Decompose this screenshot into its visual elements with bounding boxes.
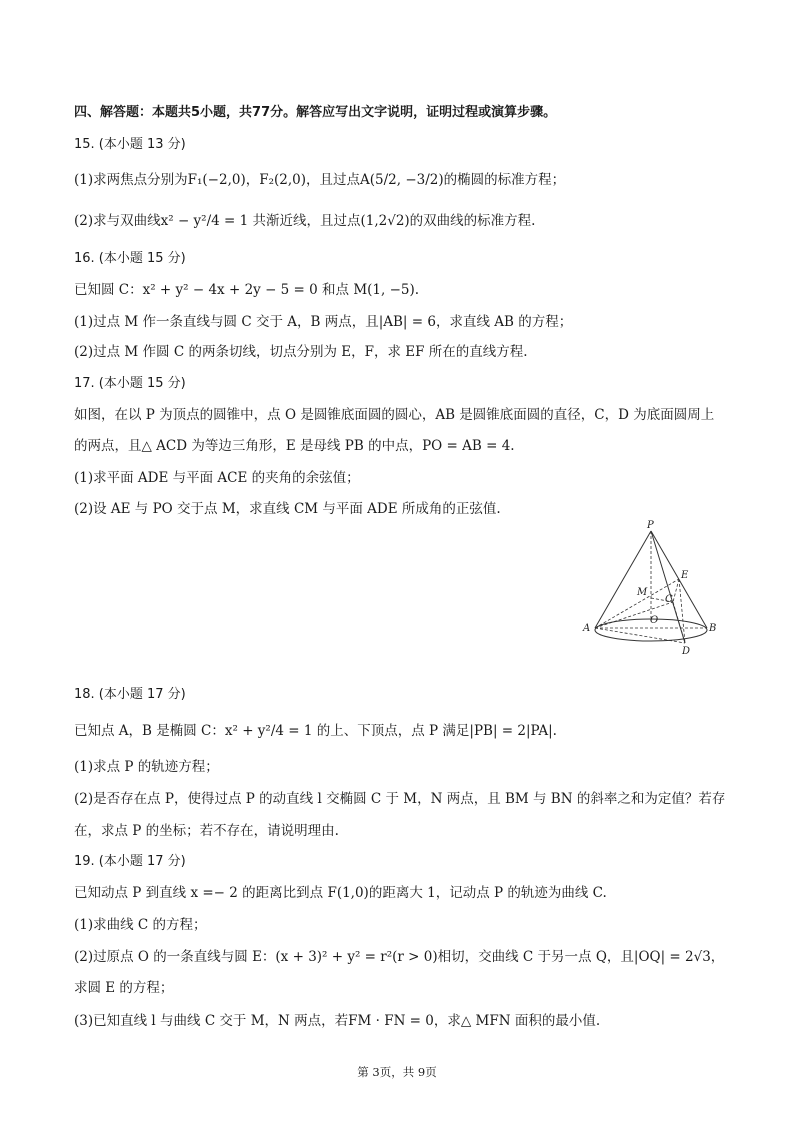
label-D: D [682, 646, 691, 657]
problem-19-header: 19. (本小题 17 分) [74, 854, 186, 869]
problem-19-part-3: (3)已知直线 l 与曲线 C 交于 M，N 两点，若FM · FN = 0，求△ MFN 面积的最小值. [74, 1013, 601, 1029]
segment-CD [673, 602, 685, 643]
problem-16-stem: 已知圆 C：x² + y² − 4x + 2y − 5 = 0 和点 M(1, −5). [74, 282, 420, 298]
problem-19-part-2-a: (2)过原点 O 的一条直线与圆 E：(x + 3)² + y² = r²(r > 0)相切，交曲线 C 于另一点 Q，且|OQ| = 2√3， [74, 949, 725, 965]
problem-16-part-1: (1)过点 M 作一条直线与圆 C 交于 A，B 两点，且|AB| = 6，求直线 AB 的方程； [74, 314, 573, 330]
problem-16-header: 16. (本小题 15 分) [74, 251, 186, 266]
problem-17-part-2: (2)设 AE 与 PO 交于点 M，求直线 CM 与平面 ADE 所成角的正弦值. [74, 501, 501, 517]
page-footer: 第 3页，共 9页 [357, 1065, 437, 1079]
problem-18-stem: 已知点 A，B 是椭圆 C：x² + y²/4 = 1 的上、下顶点，点 P 满足|PB| = 2|PA|. [74, 723, 557, 739]
problem-15-header: 15. (本小题 13 分) [74, 137, 186, 152]
label-E: E [681, 570, 689, 581]
label-A: A [583, 623, 591, 634]
label-B: B [709, 623, 717, 634]
problem-19-stem: 已知动点 P 到直线 x =− 2 的距离比到点 F(1,0)的距离大 1，记动点 P 的轨迹为曲线 C. [74, 885, 607, 901]
section-title: 四、解答题：本题共5小题，共77分。解答应写出文字说明，证明过程或演算步骤。 [74, 105, 557, 120]
segment-AC [595, 602, 673, 628]
label-M: M [637, 587, 648, 598]
problem-17-header: 17. (本小题 15 分) [74, 376, 186, 391]
problem-18-part-2-a: (2)是否存在点 P，使得过点 P 的动直线 l 交椭圆 C 于 M，N 两点，且 BM 与 BN 的斜率之和为定值？若存 [74, 791, 726, 807]
label-P: P [647, 520, 654, 531]
problem-18-part-1: (1)求点 P 的轨迹方程； [74, 759, 219, 775]
problem-19-part-1: (1)求曲线 C 的方程； [74, 917, 207, 933]
problem-18-header: 18. (本小题 17 分) [74, 687, 186, 702]
segment-EC [673, 579, 679, 602]
cone-figure [578, 518, 728, 658]
problem-17-part-1: (1)求平面 ADE 与平面 ACE 的夹角的余弦值； [74, 470, 360, 486]
problem-17-stem-1: 如图，在以 P 为顶点的圆锥中，点 O 是圆锥底面圆的圆心，AB 是圆锥底面圆的直径，C，D 为底面圆周上 [74, 407, 715, 423]
problem-16-part-2: (2)过点 M 作圆 C 的两条切线，切点分别为 E，F，求 EF 所在的直线方程. [74, 344, 528, 360]
label-O: O [650, 615, 659, 626]
problem-15-part-1: (1)求两焦点分别为F₁(−2,0)，F₂(2,0)，且过点A(5/2, −3/2)的椭圆的标准方程； [74, 172, 566, 188]
problem-17-stem-2: 的两点，且△ ACD 为等边三角形，E 是母线 PB 的中点，PO = AB = 4. [74, 438, 515, 454]
label-C: C [665, 594, 673, 605]
edge-PA [595, 531, 651, 628]
problem-18-part-2-b: 在，求点 P 的坐标；若不存在，请说明理由. [74, 823, 339, 839]
problem-19-part-2-b: 求圆 E 的方程； [74, 980, 174, 996]
problem-15-part-2: (2)求与双曲线x² − y²/4 = 1 共渐近线，且过点(1,2√2)的双曲线的标准方程. [74, 213, 536, 229]
